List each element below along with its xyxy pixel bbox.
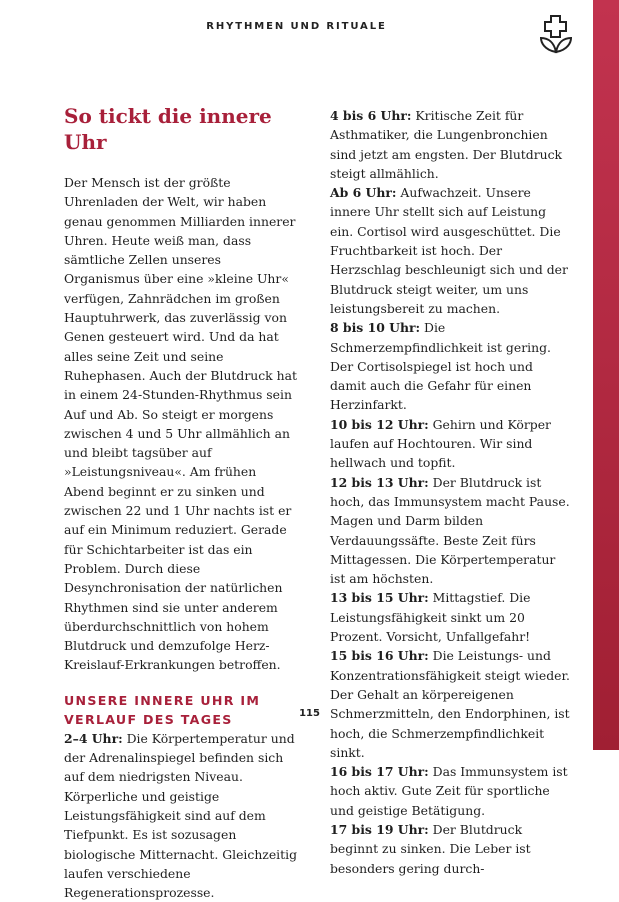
timeline-entry [64,729,298,902]
entry-time: 4 bis 6 Uhr: [330,108,412,123]
timeline-entry [330,762,570,820]
right-column [330,106,570,878]
article-heading: So tickt die innere Uhr [64,104,272,154]
timeline-entry [330,588,570,646]
cross-plant-icon [538,14,574,54]
entry-text: Die Leistungs- und Konzentrationsfähigkeit steigt wieder. Der Gehalt an körpereigenen Schmerzmitteln, den Endorphinen, ist hoch, die Schmerzempfindlichkeit sinkt. [330,648,570,760]
timeline-entry [330,646,570,762]
entry-time: 8 bis 10 Uhr: [330,320,421,336]
entry-time: 13 bis 15 Uhr: [330,590,429,606]
timeline-entry [330,415,570,473]
timeline-entry [330,318,570,414]
entry-time: 2–4 Uhr: [64,730,123,746]
entry-time: 10 bis 12 Uhr: [330,416,429,432]
entry-text: Aufwachzeit. Unsere innere Uhr stellt sich auf Leistung ein. Cortisol wird ausgeschüttet. Die Fruchtbarkeit ist hoch. Der Herzschlag beschleunigt sich und der Blutdruck steigt weiter, um uns leistungsbereit zu machen. [330,185,568,316]
page-number: 115 [299,708,320,719]
entry-text: Der Blutdruck beginnt zu sinken. Die Leber ist besonders gering durch- [330,821,531,876]
section-subheading: UNSERE INNERE UHR IM VERLAUF DES TAGES [64,692,261,727]
entry-text: Kritische Zeit für Asthmatiker, die Lungenbronchien sind jetzt am engsten. Der Blutdruck steigt allmählich. [330,108,563,181]
running-header: RHYTHMEN UND RITUALE [206,21,387,32]
side-color-band [593,0,619,750]
entry-text: Gehirn und Körper laufen auf Hochtouren. Wir sind hellwach und topfit. [330,416,551,471]
timeline-entry [330,820,570,878]
entry-time: 16 bis 17 Uhr: [330,764,429,780]
entry-time: Ab 6 Uhr: [330,185,397,201]
entry-text: Mittagstief. Die Leistungsfähigkeit sinkt um 20 Prozent. Vorsicht, Unfallgefahr! [330,590,531,645]
entry-text: Die Körpertemperatur und der Adrenalinspiegel befinden sich auf dem niedrigsten Niveau. Körperliche und geistige Leistungsfähigkeit sind auf dem Tiefpunkt. Es ist sozusagen biologische Mitternacht. Gleichzeitig laufen verschiedene Regenerationsprozesse. [64,730,298,901]
intro-paragraph: Der Mensch ist der größte Uhrenladen der Welt, wir haben genau genommen Milliarden innerer Uhren. Heute weiß man, dass sämtliche Zellen unseres Organismus über eine »kleine Uhr« verfügen, Zahnrädchen im großen Hauptuhrwerk, das zuverlässig von Genen gesteuert wird. Und da hat alles seine Zeit und seine Ruhephasen. Auch der Blutdruck hat in einem 24-Stunden-Rhythmus sein Auf und Ab. So steigt er morgens zwischen 4 und 5 Uhr allmählich an und bleibt tagsüber auf »Leistungsniveau«. Am frühen Abend beginnt er zu sinken und zwischen 22 und 1 Uhr nachts ist er auf ein Minimum reduziert. Gerade für Schichtarbeiter ist das ein Problem. Durch diese Desynchronisation der natürlichen Rhythmen sind sie unter anderem überdurchschnittlich von hohem Blutdruck und demzufolge Herz-Kreislauf-Erkrankungen betroffen. [64,175,297,673]
entry-time: 12 bis 13 Uhr: [330,474,429,490]
timeline-entry [330,183,570,318]
entry-time: 17 bis 19 Uhr: [330,821,429,837]
entry-text: Der Blutdruck ist hoch, das Immunsystem macht Pause. Magen und Darm bilden Verdauungssäfte. Beste Zeit fürs Mittagessen. Die Körpertemperatur ist am höchsten. [330,474,570,587]
entry-text: Die Schmerzempfindlichkeit ist gering. Der Cortisolspiegel ist hoch und damit auch die Gefahr für einen Herzinfarkt. [330,320,551,413]
timeline-entry [330,106,570,183]
entry-text: Das Immunsystem ist hoch aktiv. Gute Zeit für sportliche und geistige Betätigung. [330,764,568,818]
left-column [64,103,298,902]
timeline-entry [330,473,570,589]
entry-time: 15 bis 16 Uhr: [330,648,429,664]
